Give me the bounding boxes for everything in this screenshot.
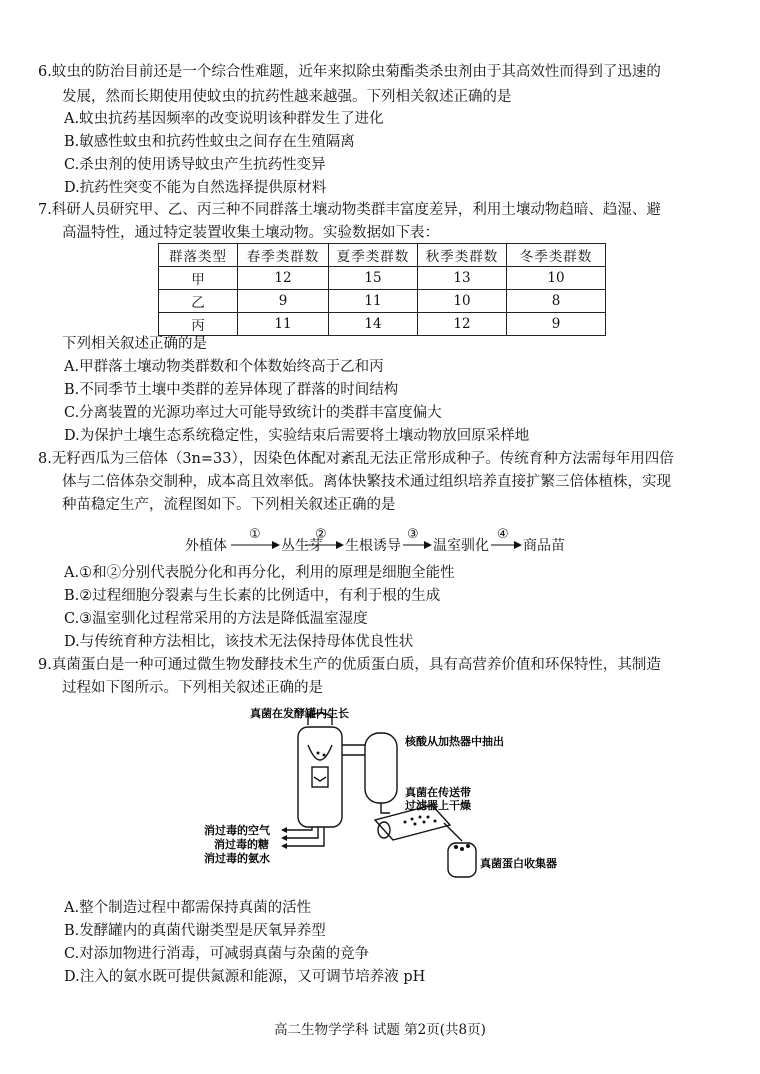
flow-mark: ② [315,527,327,542]
q6-stem-line1: 6.蚊虫的防治目前还是一个综合性难题，近年来拟除虫菊酯类杀虫剂由于其高效性而得到了迅速的 [38,64,661,80]
table-header-cell: 冬季类群数 [507,244,606,267]
table-cell: 10 [418,290,507,313]
q8-stem-line2: 体与二倍体杂交制种，成本高且效率低。离体快繁技术通过组织培养直接扩繁三倍体植株，实现 [62,474,671,490]
flow-step: 温室驯化 [433,538,489,554]
q9-option-d: D.注入的氨水既可提供氮源和能源，又可调节培养液 pH [64,969,426,985]
q7-stem-line1: 7.科研人员研究甲、乙、丙三种不同群落土壤动物类群丰富度差异，利用土壤动物趋暗、趋湿、避 [38,202,661,218]
table-cell: 10 [507,267,606,290]
q6-option-a: A.蚊虫抗药基因频率的改变说明该种群发生了进化 [64,111,384,127]
q8-option-d: D.与传统育种方法相比，该技术无法保持母体优良性状 [64,634,414,650]
q8-stem-line3: 种苗稳定生产，流程图如下。下列相关叙述正确的是 [62,497,396,513]
table-cell: 15 [329,267,418,290]
table-row [159,267,606,290]
table-cell: 9 [238,290,329,313]
q9-stem-line2: 过程如下图所示。下列相关叙述正确的是 [62,680,323,696]
table-cell: 乙 [159,290,238,313]
q9-option-b: B.发酵罐内的真菌代谢类型是厌氧异养型 [64,923,326,939]
diagram-label-collector: 真菌蛋白收集器 [480,857,557,870]
diagram-label-belt-2: 过滤器上干燥 [405,799,471,812]
table-cell: 13 [418,267,507,290]
q7-prompt: 下列相关叙述正确的是 [62,336,207,352]
table-cell: 甲 [159,267,238,290]
table-cell: 11 [238,313,329,336]
table-cell: 丙 [159,313,238,336]
table-header-cell: 秋季类群数 [418,244,507,267]
q8-stem-line1: 8.无籽西瓜为三倍体（3n=33），因染色体配对紊乱无法正常形成种子。传统育种方法需每年用四倍 [38,451,674,467]
table-cell: 9 [507,313,606,336]
table-cell: 8 [507,290,606,313]
diagram-label-sugar: 消过毒的糖 [214,838,269,851]
flow-mark: ① [249,527,261,542]
diagram-label-air: 消过毒的空气 [204,824,270,837]
q6-option-b: B.敏感性蚊虫和抗药性蚊虫之间存在生殖隔离 [64,134,355,150]
table-header-cell: 春季类群数 [238,244,329,267]
q7-option-d: D.为保护土壤生态系统稳定性，实验结束后需要将土壤动物放回原采样地 [64,428,530,444]
table-cell: 11 [329,290,418,313]
flow-step: 生根诱导 [345,538,401,554]
flow-mark: ③ [407,527,419,542]
q6-stem-line2: 发展，然而长期使用使蚊虫的抗药性越来越强。下列相关叙述正确的是 [62,89,512,105]
table-header-row [159,244,606,267]
table-cell: 14 [329,313,418,336]
q7-option-a: A.甲群落土壤动物类群数和个体数始终高于乙和丙 [64,359,384,375]
q7-stem-line2: 高温特性，通过特定装置收集土壤动物。实验数据如下表： [62,225,439,241]
flow-step: 丛生芽 [281,538,323,554]
q8-option-c: C.③温室驯化过程常采用的方法是降低温室湿度 [64,611,368,627]
q8-option-b: B.②过程细胞分裂素与生长素的比例适中，有利于根的生成 [64,588,441,604]
flow-step: 外植体 [185,538,227,554]
page-footer: 高二生物学学科 试题 第2页(共8页) [274,1022,486,1038]
table-header-cell: 夏季类群数 [329,244,418,267]
q9-option-c: C.对添加物进行消毒，可减弱真菌与杂菌的竞争 [64,946,370,962]
table-cell: 12 [238,267,329,290]
q6-option-c: C.杀虫剂的使用诱导蚊虫产生抗药性变异 [64,157,326,173]
q8-option-a: A.①和②分别代表脱分化和再分化，利用的原理是细胞全能性 [64,565,455,581]
table-row [159,313,606,336]
diagram-label-fermenter: 真菌在发酵罐内生长 [250,707,349,720]
q7-option-c: C.分离装置的光源功率过大可能导致统计的类群丰富度偏大 [64,405,442,421]
q9-stem-line1: 9.真菌蛋白是一种可通过微生物发酵技术生产的优质蛋白质，具有高营养价值和环保特性，其制造 [38,657,661,673]
q9-option-a: A.整个制造过程中都需保持真菌的活性 [64,900,312,916]
q9-fermentation-diagram [200,705,620,880]
q7-option-b: B.不同季节土壤中类群的差异体现了群落的时间结构 [64,382,399,398]
diagram-label-ammonia: 消过毒的氨水 [204,852,270,865]
flow-mark: ④ [497,527,509,542]
flow-step: 商品苗 [523,538,565,554]
table-row [159,290,606,313]
diagram-label-heater: 核酸从加热器中抽出 [405,735,504,748]
q6-option-d: D.抗药性突变不能为自然选择提供原材料 [64,180,327,196]
diagram-label-belt-1: 真菌在传送带 [405,786,471,799]
q7-data-table [158,243,606,336]
q8-flow-chart [185,526,585,560]
table-header-cell: 群落类型 [159,244,238,267]
table-cell: 12 [418,313,507,336]
